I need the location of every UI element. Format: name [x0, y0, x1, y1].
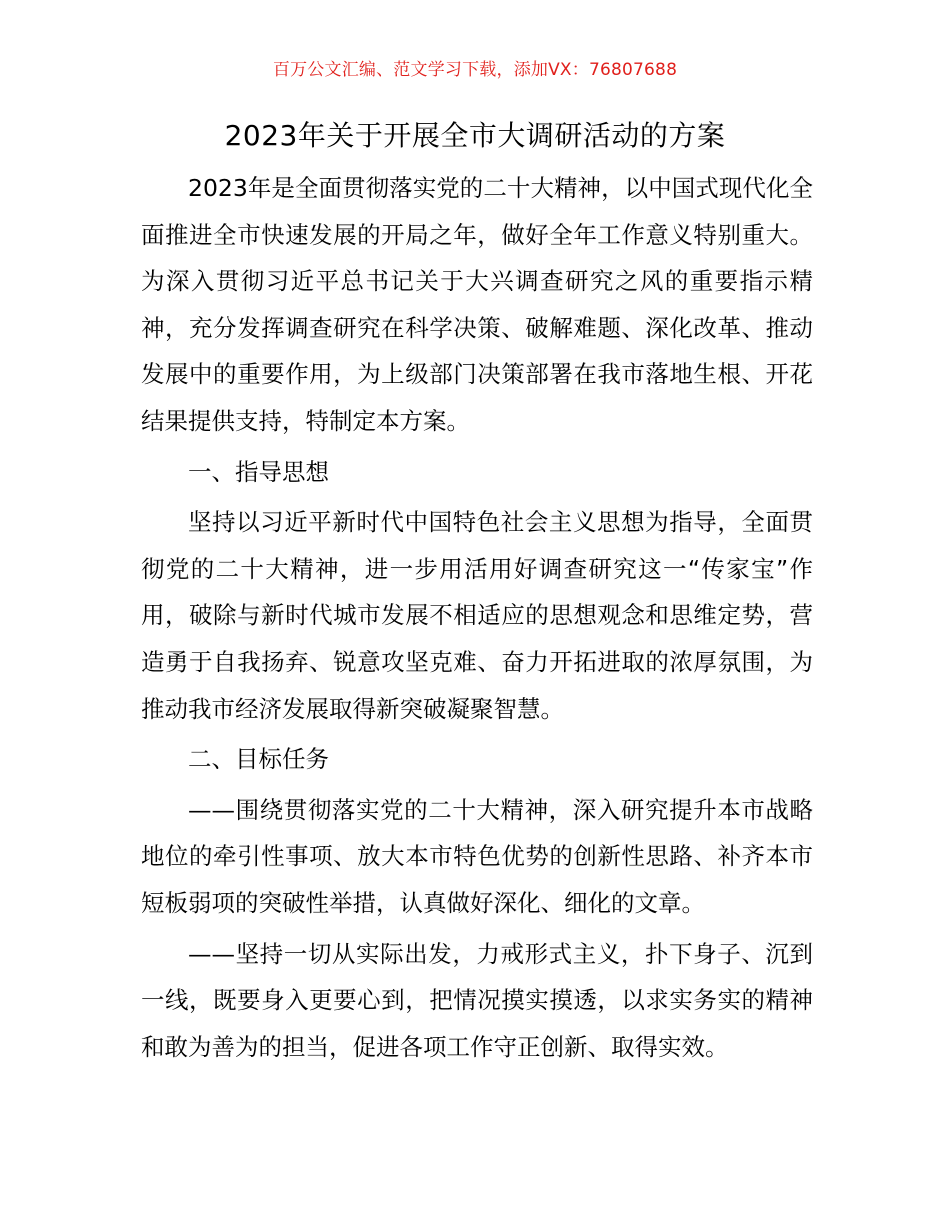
objective-item-1: ——围绕贯彻落实党的二十大精神，深入研究提升本市战略地位的牵引性事项、放大本市特色优势的创新性思路、补齐本市短板弱项的突破性举措，认真做好深化、细化的文章。 — [141, 795, 813, 917]
objective-item-2: ——坚持一切从实际出发，力戒形式主义，扑下身子、沉到一线，既要身入更要心到，把情况摸实摸透，以求实务实的精神和敢为善为的担当，促进各项工作守正创新、取得实效。 — [141, 939, 813, 1061]
guiding-thought-paragraph: 坚持以习近平新时代中国特色社会主义思想为指导，全面贯彻党的二十大精神，进一步用活用好调查研究这一“传家宝”作用，破除与新时代城市发展不相适应的思想观念和思维定势，营造勇于自我扬弃、锐意攻坚克难、奋力开拓进取的浓厚氛围，为推动我市经济发展取得新突破凝聚智慧。 — [141, 508, 813, 723]
section-heading-guiding-thought: 一、指导思想 — [188, 457, 329, 486]
document-title: 2023年关于开展全市大调研活动的方案 — [224, 119, 726, 152]
header-watermark-note: 百万公文汇编、范文学习下载，添加VX：76807688 — [272, 60, 678, 80]
section-heading-objectives: 二、目标任务 — [188, 745, 329, 774]
document-body — [141, 165, 813, 1070]
intro-paragraph: 2023年是全面贯彻落实党的二十大精神，以中国式现代化全面推进全市快速发展的开局之年，做好全年工作意义特别重大。为深入贯彻习近平总书记关于大兴调查研究之风的重要指示精神，充分发挥调查研究在科学决策、破解难题、深化改革、推动发展中的重要作用，为上级部门决策部署在我市落地生根、开花结果提供支持，特制定本方案。 — [141, 174, 813, 435]
